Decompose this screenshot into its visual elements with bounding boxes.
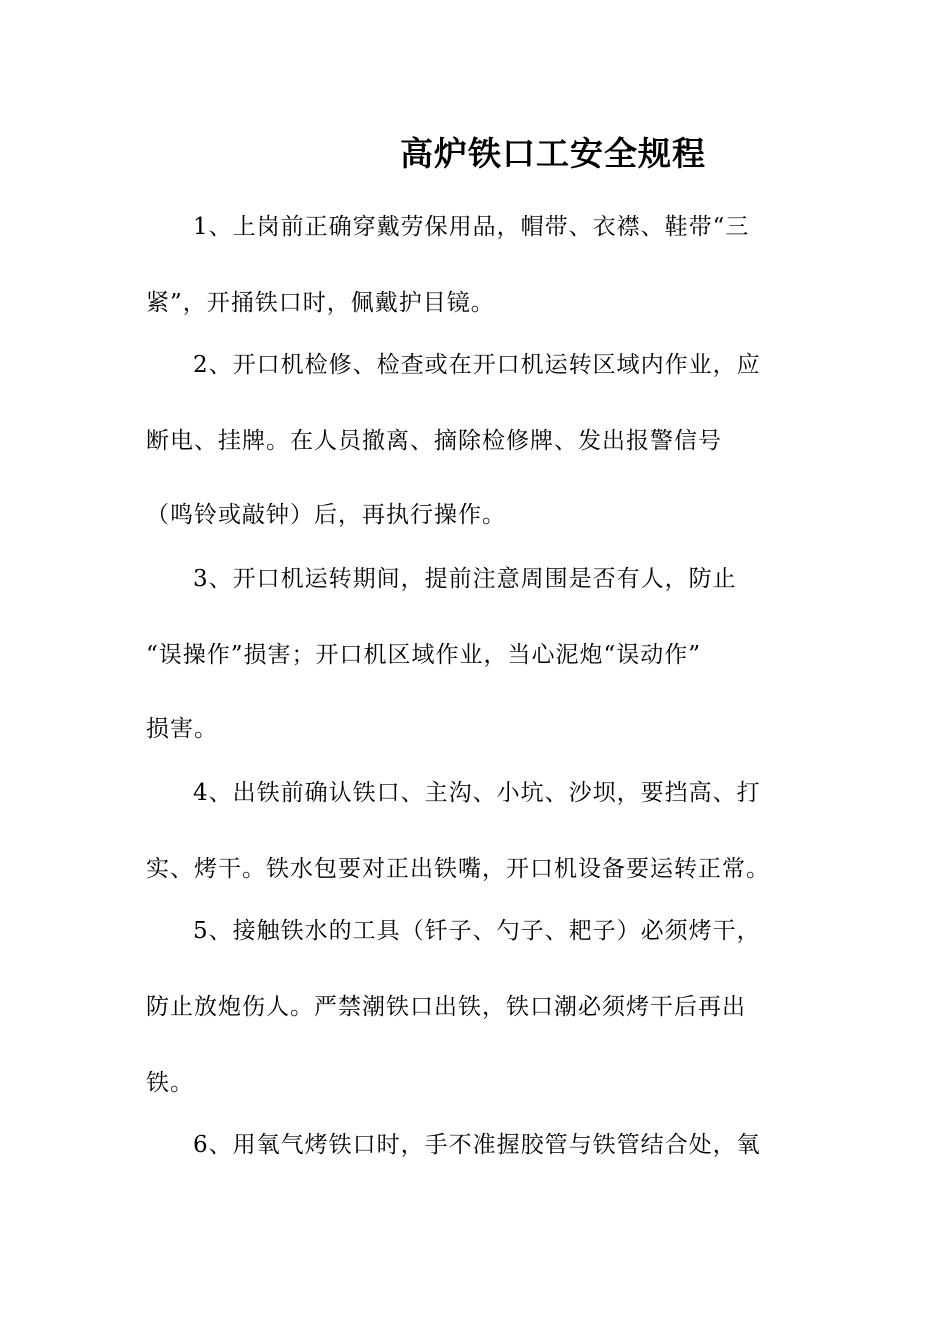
text-line: 断电、挂牌。在人员撤离、摘除检修牌、发出报警信号 bbox=[146, 428, 722, 454]
text-line: 6、用氧气烤铁口时，手不准握胶管与铁管结合处，氧 bbox=[193, 1132, 761, 1158]
text-line: 损害。 bbox=[146, 716, 218, 742]
document-title: 高炉铁口工安全规程 bbox=[400, 134, 706, 173]
text-line: 防止放炮伤人。严禁潮铁口出铁，铁口潮必须烤干后再出 bbox=[146, 994, 746, 1020]
text-line: “误操作”损害；开口机区域作业，当心泥炮“误动作” bbox=[146, 642, 702, 668]
text-line: 1、上岗前正确穿戴劳保用品，帽带、衣襟、鞋带“三 bbox=[193, 214, 750, 240]
text-line: 紧”，开捅铁口时，佩戴护目镜。 bbox=[146, 290, 495, 316]
text-line: 铁。 bbox=[146, 1070, 194, 1096]
text-line: 实、烤干。铁水包要对正出铁嘴，开口机设备要运转正常。 bbox=[146, 856, 770, 882]
text-line: （鸣铃或敲钟）后，再执行操作。 bbox=[146, 502, 506, 528]
text-line: 5、接触铁水的工具（钎子、勺子、耙子）必须烤干， bbox=[193, 918, 761, 944]
text-line: 3、开口机运转期间，提前注意周围是否有人，防止 bbox=[193, 566, 737, 592]
text-line: 4、出铁前确认铁口、主沟、小坑、沙坝，要挡高、打 bbox=[193, 780, 761, 806]
text-line: 2、开口机检修、检查或在开口机运转区域内作业，应 bbox=[193, 352, 761, 378]
